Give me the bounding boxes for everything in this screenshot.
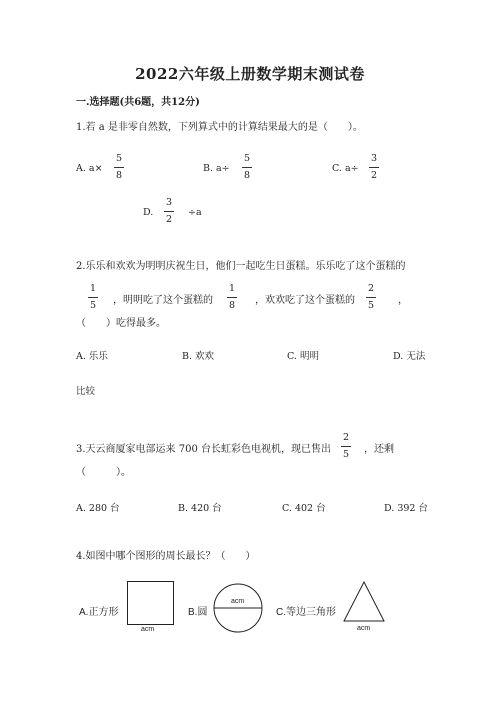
q2-text-mid-1: ，明明吃了这个蛋糕的 — [113, 295, 213, 306]
triangle-side-label: acm — [357, 625, 371, 632]
q1-option-b-fraction: 5 8 — [244, 153, 251, 181]
q3-stem-end: ，还剩 — [364, 444, 394, 455]
triangle-figure — [343, 581, 385, 623]
q2-option-b[interactable]: B. 欢欢 — [182, 351, 215, 362]
q2-line-3: （ ）吃得最多。 — [76, 318, 166, 329]
q2-option-d[interactable]: D. 无法 — [393, 351, 426, 362]
q3-option-b[interactable]: B. 420 台 — [178, 503, 222, 514]
q2-text-end: ， — [398, 295, 408, 306]
q2-fraction-2: 1 8 — [229, 283, 236, 311]
q4-option-a[interactable]: A.正方形 — [79, 607, 119, 618]
q2-option-d-continuation: 比较 — [76, 386, 96, 397]
q3-fraction: 2 5 — [343, 432, 350, 460]
q2-option-a[interactable]: A. 乐乐 — [76, 351, 108, 362]
q1-option-c[interactable] — [332, 163, 359, 174]
q1-option-a[interactable] — [76, 163, 103, 174]
q1-option-a-fraction: 5 8 — [116, 153, 123, 181]
q2-text-mid-2: ，欢欢吃了这个蛋糕的 — [255, 295, 355, 306]
q1-option-c-fraction: 3 2 — [371, 153, 378, 181]
q1-option-c-label: C. a÷ — [332, 163, 359, 174]
question-4-stem: 4.如图中哪个图形的周长最长？（ ） — [76, 551, 256, 562]
q1-option-d-label: D. — [143, 207, 154, 218]
q1-option-d[interactable] — [143, 207, 153, 218]
section-heading: 一.选择题(共6题，共12分) — [76, 97, 200, 108]
q3-option-a[interactable]: A. 280 台 — [76, 503, 120, 514]
q1-option-b-label: B. a÷ — [203, 163, 230, 174]
question-3-stem: 3.天云商厦家电部运来 700 台长虹彩色电视机，现已售出 — [76, 444, 331, 455]
q1-option-b[interactable] — [203, 163, 230, 174]
q2-fraction-3: 2 5 — [368, 283, 375, 311]
q4-option-b[interactable]: B.圆 — [188, 607, 208, 618]
q2-option-c[interactable]: C. 明明 — [287, 351, 319, 362]
circle-figure — [211, 582, 265, 634]
question-1-stem: 1.若 a 是非零自然数，下列算式中的计算结果最大的是（ ）。 — [76, 122, 363, 133]
question-2-stem: 2.乐乐和欢欢为明明庆祝生日，他们一起吃生日蛋糕。乐乐吃了这个蛋糕的 — [76, 261, 406, 272]
square-side-label: acm — [141, 626, 155, 633]
page-title: 2022六年级上册数学期末测试卷 — [135, 65, 365, 83]
q3-option-c[interactable]: C. 402 台 — [282, 503, 326, 514]
square-figure — [127, 581, 174, 625]
q3-line-2: （ ）。 — [76, 467, 131, 478]
circle-diameter-label: acm — [231, 598, 245, 605]
q1-option-a-label: A. a× — [76, 163, 103, 174]
q2-fraction-1: 1 5 — [90, 283, 97, 311]
q1-option-d-suffix: ÷a — [188, 207, 202, 218]
q1-option-d-fraction: 3 2 — [166, 197, 173, 225]
q4-option-c[interactable]: C.等边三角形 — [276, 607, 336, 618]
q3-option-d[interactable]: D. 392 台 — [384, 503, 428, 514]
